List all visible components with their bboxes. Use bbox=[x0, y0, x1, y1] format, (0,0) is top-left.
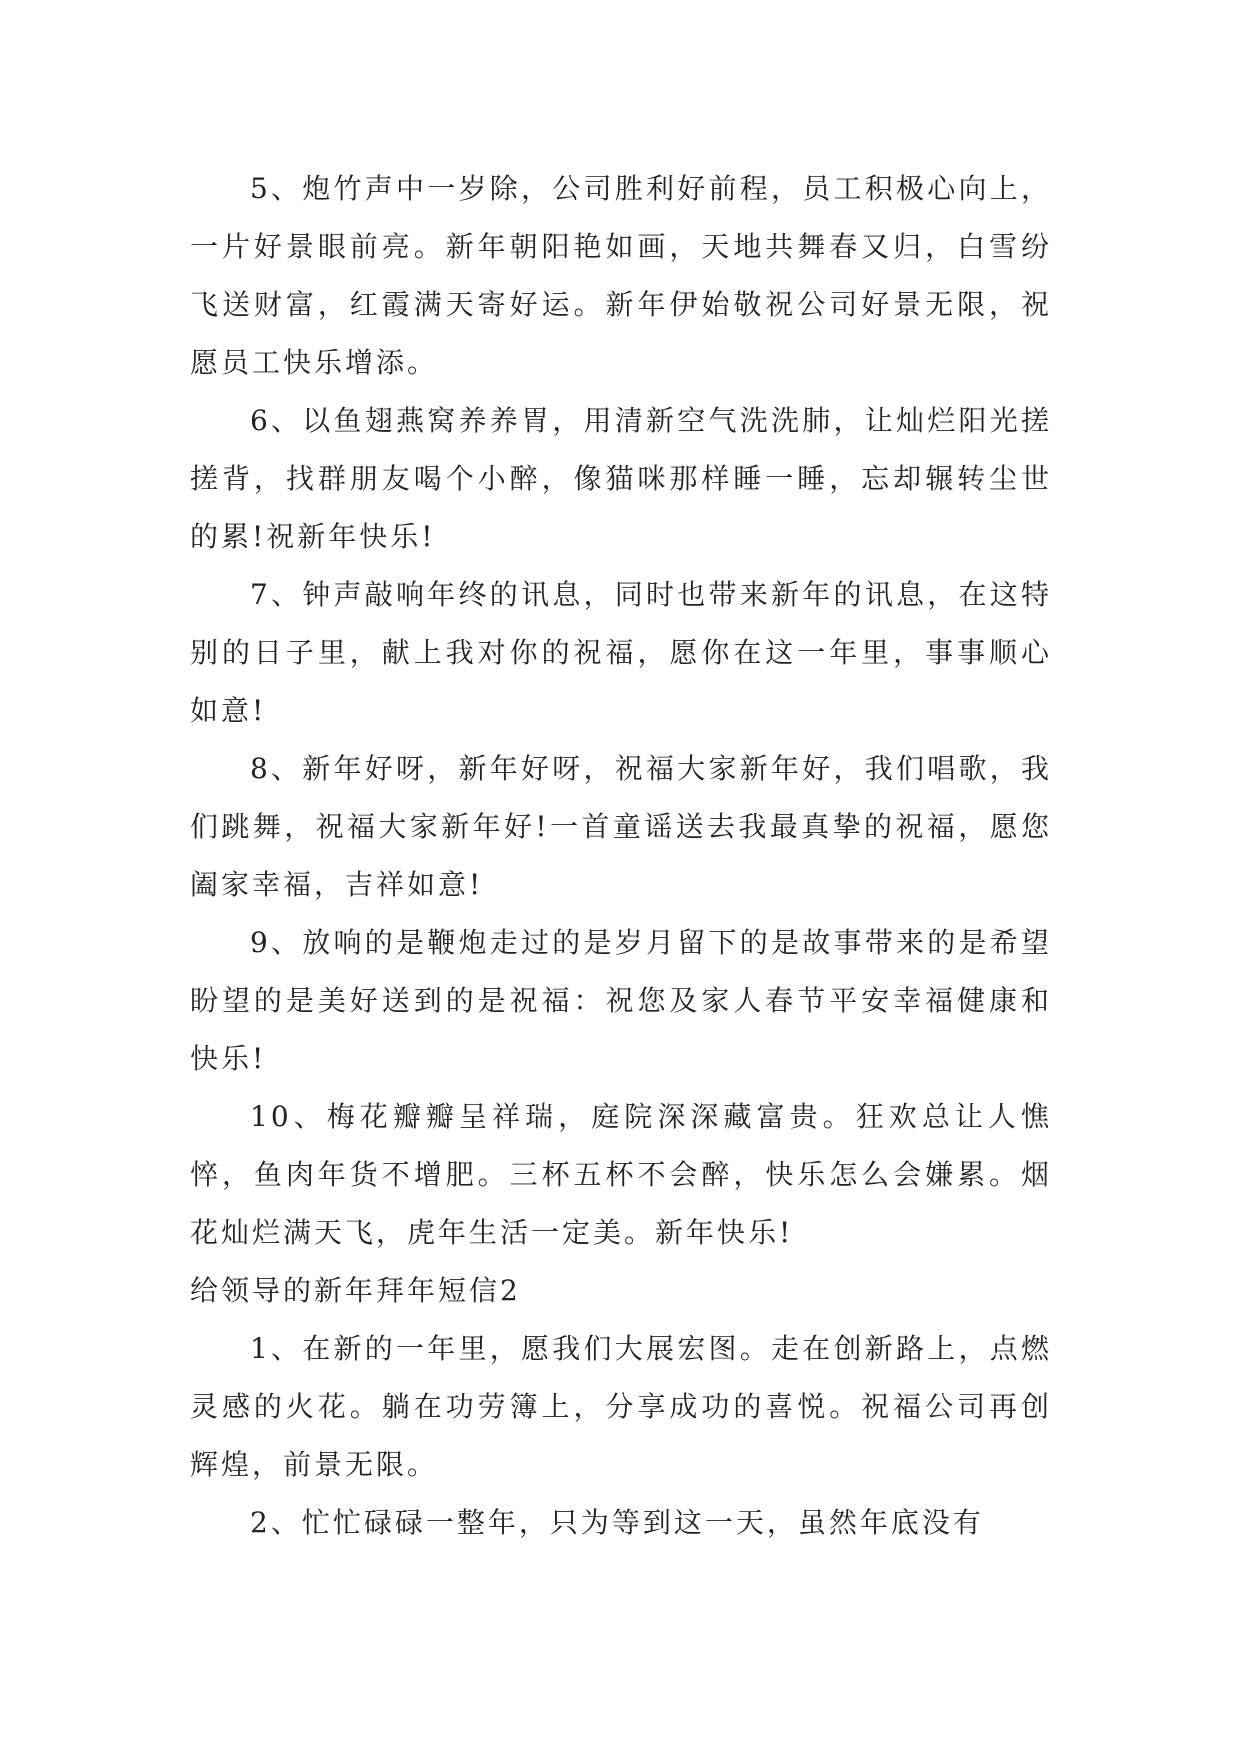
section-heading: 给领导的新年拜年短信2 bbox=[190, 1274, 521, 1307]
paragraph-7: 7、钟声敲响年终的讯息，同时也带来新年的讯息，在这特别的日子里，献上我对你的祝福，愿你在这一年里，事事顺心如意! bbox=[190, 578, 1052, 727]
section-paragraph-2: 2、忙忙碌碌一整年，只为等到这一天，虽然年底没有 bbox=[250, 1506, 984, 1539]
paragraph-8: 8、新年好呀，新年好呀，祝福大家新年好，我们唱歌，我们跳舞，祝福大家新年好!一首童谣送去我最真挚的祝福，愿您阖家幸福，吉祥如意! bbox=[190, 752, 1052, 901]
paragraph-5: 5、炮竹声中一岁除，公司胜利好前程，员工积极心向上，一片好景眼前亮。新年朝阳艳如画，天地共舞春又归，白雪纷飞送财富，红霞满天寄好运。新年伊始敬祝公司好景无限，祝愿员工快乐增添。 bbox=[190, 172, 1052, 379]
section-paragraph-1: 1、在新的一年里，愿我们大展宏图。走在创新路上，点燃灵感的火花。躺在功劳簿上，分享成功的喜悦。祝福公司再创辉煌，前景无限。 bbox=[190, 1332, 1052, 1481]
document-body bbox=[190, 160, 1052, 1552]
paragraph-10: 10、梅花瓣瓣呈祥瑞，庭院深深藏富贵。狂欢总让人憔悴，鱼肉年货不增肥。三杯五杯不会醉，快乐怎么会嫌累。烟花灿烂满天飞，虎年生活一定美。新年快乐! bbox=[190, 1100, 1052, 1249]
paragraph-9: 9、放响的是鞭炮走过的是岁月留下的是故事带来的是希望盼望的是美好送到的是祝福：祝您及家人春节平安幸福健康和快乐! bbox=[190, 926, 1052, 1075]
paragraph-6: 6、以鱼翅燕窝养养胃，用清新空气洗洗肺，让灿烂阳光搓搓背，找群朋友喝个小醉，像猫咪那样睡一睡，忘却辗转尘世的累!祝新年快乐! bbox=[190, 404, 1052, 553]
